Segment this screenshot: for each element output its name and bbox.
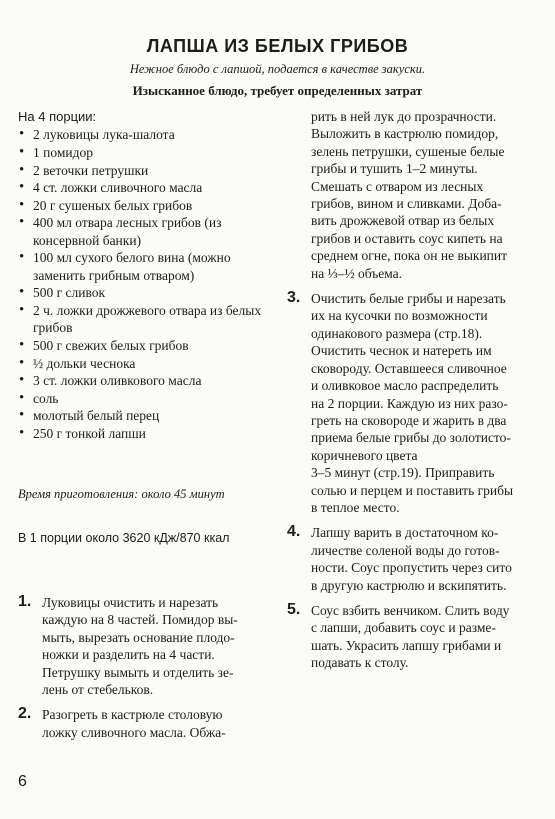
step-2-continuation [287,108,545,282]
prep-time: Время приготовления: около 45 минут [18,487,225,501]
ingredient-item: • 500 г свежих белых грибов [18,337,280,354]
recipe-tagline: Изысканное блюдо, требует определенных затрат [132,83,423,98]
steps-right-column [287,108,545,672]
step-number: 1. [18,593,32,610]
ingredient-item: • 20 г сушеных белых грибов [18,197,280,214]
ingredients-column [18,108,280,443]
ingredient-item: • 1 помидор [18,144,280,161]
ingredient-item: • 100 мл сухого белого вина (можно заменить грибным отваром) [18,249,280,284]
ingredient-item: • 3 ст. ложки оливкового масла [18,372,280,389]
ingredient-item: • соль [18,390,280,407]
step-text: Луковицы очистить и нарезать каждую на 8 частей. Помидор вы- мыть, вырезать основание плодо- ножки и разделить на 4 части. Петрушку вымыть и отделить зе- лень от стебельков. [42,595,238,698]
ingredients-list [18,126,280,442]
ingredient-item: • 500 г сливок [18,284,280,301]
ingredient-item: • ½ дольки чеснока [18,355,280,372]
recipe-subtitle: Нежное блюдо с лапшой, подается в качестве закуски. [129,62,426,76]
step-5 [287,602,545,672]
step-text: Разогреть в кастрюле столовую ложку сливочного масла. Обжа- [42,707,226,740]
nutrition-info: В 1 порции около 3620 кДж/870 ккал [18,531,230,545]
step-text: Лапшу варить в достаточном ко- личестве соленой воды до готов- ности. Соус пропустить через сито в другую кастрюлю и вскипятить. [311,525,512,593]
step-number: 5. [287,600,301,618]
page-number: 6 [18,773,27,790]
ingredient-item: • 2 луковицы лука-шалота [18,126,280,143]
step-2 [18,706,280,741]
step-4 [287,524,545,594]
step-text: Соус взбить венчиком. Слить воду с лапши, добавить соус и разме- шать. Украсить лапшу грибами и подавать к столу. [311,602,510,671]
step-1 [18,594,280,698]
ingredient-item: • 250 г тонкой лапши [18,425,280,442]
step-text: рить в ней лук до прозрачности. Выложить в кастрюлю помидор, зелень петрушки, сушеные белые грибы и тушить 1–2 минуты. Смешать с отваром из лесных грибов, вином и сливками. Доба- вить дрожжевой отвар из белых грибов и оставить соус кипеть на среднем огне, пока он не выкипит на ⅓–½ объема. [311,109,508,281]
ingredient-item: • 4 ст. ложки сливочного масла [18,179,280,196]
recipe-title: ЛАПША ИЗ БЕЛЫХ ГРИБОВ [146,36,409,56]
ingredient-item: • 2 ч. ложки дрожжевого отвара из белых грибов [18,302,280,337]
step-number: 4. [287,523,301,541]
step-3 [287,290,545,516]
step-number: 2. [18,705,32,723]
ingredient-item: • молотый белый перец [18,407,280,424]
ingredient-item: • 2 веточки петрушки [18,162,280,179]
steps-left-column [18,594,280,749]
step-text: Очистить белые грибы и нарезать их на кусочки по возможности одинакового размера (стр.18). Очистить чеснок и натереть им сковороду. Оставшееся сливочное и оливковое масло распределить на 2 порции. Каждую из них разо- греть на сковороде и жарить в два приема белые грибы до золотисто- коричневого цвета 3–5 минут (стр.19). Приправить солью и перцем и поставить грибы в теплое место. [311,291,514,515]
portions-label: На 4 порции: [18,109,97,124]
ingredient-item: • 400 мл отвара лесных грибов (из консервной банки) [18,214,280,249]
step-number: 3. [287,289,301,307]
